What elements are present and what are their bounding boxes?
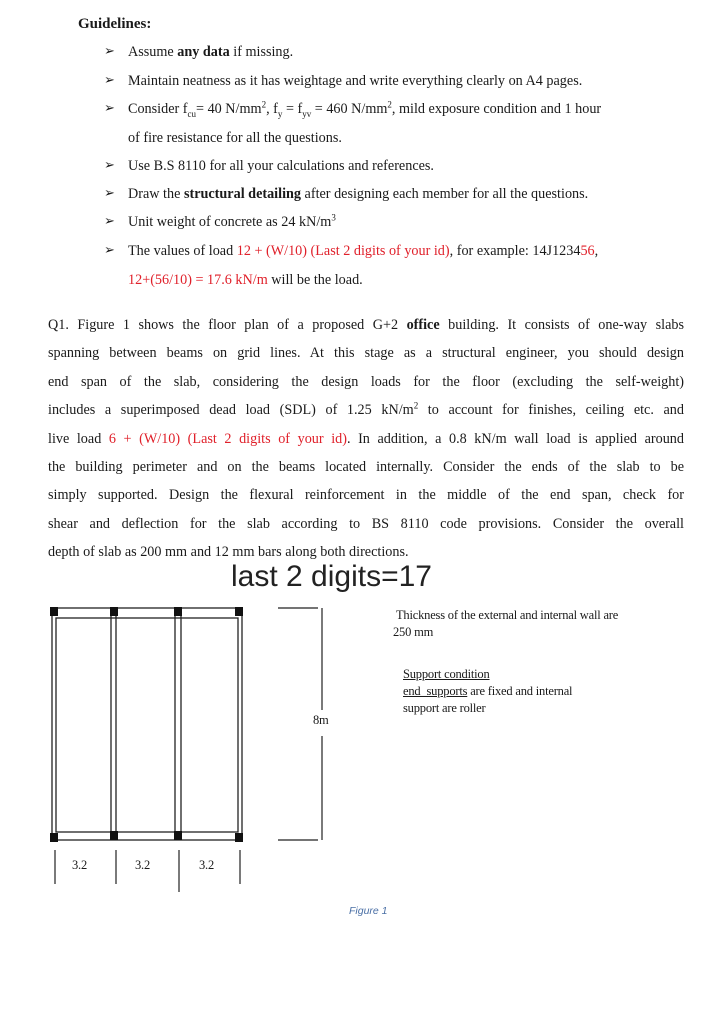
arrow-bullet-icon: ➢: [104, 243, 115, 258]
column-marker: [174, 831, 182, 840]
support-condition-title: Support condition: [403, 667, 490, 681]
guideline-continuation: 12+(56/10) = 17.6 kN/m will be the load.: [128, 272, 363, 288]
support-condition-line: support are roller: [403, 701, 486, 715]
height-dimension-label: 8m: [313, 713, 329, 727]
arrow-bullet-icon: ➢: [104, 44, 115, 59]
last-digits-annotation: last 2 digits=17: [231, 560, 432, 593]
column-marker: [50, 833, 58, 842]
arrow-bullet-icon: ➢: [104, 158, 115, 173]
wall-thickness-note: 250 mm: [393, 625, 434, 639]
span-label: 3.2: [199, 858, 215, 872]
column-marker: [50, 607, 58, 616]
column-marker: [110, 607, 118, 616]
column-marker: [235, 607, 243, 616]
arrow-bullet-icon: ➢: [104, 73, 115, 88]
support-condition-line: end_supports are fixed and internal: [403, 684, 573, 698]
arrow-bullet-icon: ➢: [104, 214, 115, 229]
guideline-continuation: of fire resistance for all the questions.: [128, 130, 342, 146]
span-label: 3.2: [135, 858, 151, 872]
figure-caption: Figure 1: [349, 905, 388, 917]
guidelines-heading: Guidelines:: [78, 16, 152, 32]
column-marker: [110, 831, 118, 840]
column-marker: [174, 607, 182, 616]
column-marker: [235, 833, 243, 842]
arrow-bullet-icon: ➢: [104, 101, 115, 116]
span-label: 3.2: [72, 858, 88, 872]
outer-wall-outer-edge: [52, 608, 242, 840]
arrow-bullet-icon: ➢: [104, 186, 115, 201]
outer-wall-inner-edge: [56, 618, 238, 832]
question-1-paragraph: Q1. Figure 1 shows the floor plan of a proposed G+2 office building. It consists of one-way slabs spanning between beams on grid lines. At this stage as a structural engineer, you should design end span of the slab, considering the design loads for the floor (excluding the self-weight) includes a superimposed dead load (SDL) of 1.25 $kN/m^2$ to account for finishes, ceiling etc. and live load 6 + (W/10) (Last 2 digits of your id). In addition, a 0.8 kN/m wall load is applied around the building perimeter and on the beams located internally. Consider the ends of the slab to be simply supported. Design the flexural reinforcement in the middle of the end span, check for shear and deflection for the slab according to BS 8110 code provisions. Consider the overall depth of slab as 200 mm and 12 mm bars along both directions.: [48, 317, 684, 561]
wall-thickness-note: Thickness of the external and internal wall are: [396, 608, 619, 622]
floor-plan-figure: [40, 600, 340, 900]
